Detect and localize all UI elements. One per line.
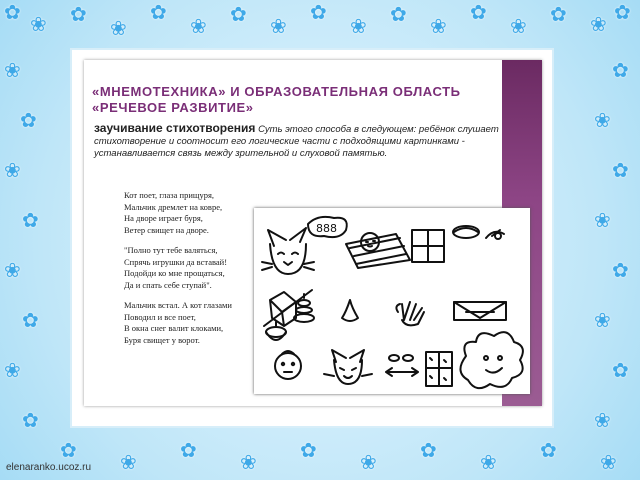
poem-line: Буря свищет у ворот. — [124, 334, 200, 345]
flower-icon: ✿ — [420, 438, 437, 462]
flower-icon: ❀ — [600, 450, 617, 474]
flower-icon: ✿ — [22, 208, 39, 232]
flower-icon: ❀ — [240, 450, 257, 474]
flower-icon: ❀ — [110, 16, 127, 40]
poem-line: Подойди ко мне прощаться, — [124, 268, 225, 278]
cat-face-icon — [262, 228, 314, 274]
flower-icon: ✿ — [612, 58, 629, 82]
envelope-icon — [454, 302, 506, 320]
flower-icon: ❀ — [594, 108, 611, 132]
blizzard-face-icon — [460, 332, 522, 388]
flower-icon: ✿ — [150, 0, 167, 24]
flower-icon: ❀ — [590, 12, 607, 36]
flower-icon: ❀ — [594, 308, 611, 332]
mnemonic-sketch-image — [254, 208, 530, 394]
flower-icon: ❀ — [594, 408, 611, 432]
flower-icon: ❀ — [594, 208, 611, 232]
slide-subtitle — [94, 122, 504, 160]
flower-icon: ✿ — [22, 408, 39, 432]
site-watermark: elenaranko.ucoz.ru — [6, 462, 92, 473]
flower-icon: ❀ — [4, 258, 21, 282]
flower-icon: ❀ — [510, 14, 527, 38]
notes-label: 888 — [316, 222, 337, 235]
flower-icon: ✿ — [612, 358, 629, 382]
poem-line: В окна снег валит клоками, — [124, 323, 224, 333]
window-snow-icon — [426, 352, 452, 386]
poem-line: Ветер свищет на дворе. — [124, 224, 209, 235]
flower-icon: ✿ — [614, 0, 631, 24]
subtitle-heading: заучивание стихотворения — [94, 121, 256, 135]
flower-icon: ✿ — [70, 2, 87, 26]
poem-line: Кот поет, глаза прищуря, — [124, 190, 214, 200]
poem-line: "Полно тут тебе валяться, — [124, 245, 218, 255]
poem-line: Мальчик встал. А кот глазами — [124, 300, 232, 310]
nose-icon — [342, 300, 358, 321]
flower-icon: ✿ — [20, 108, 37, 132]
flower-icon: ❀ — [430, 14, 447, 38]
flower-icon: ✿ — [180, 438, 197, 462]
flower-icon: ✿ — [300, 438, 317, 462]
poem-line: Спрячь игрушки да вставай! — [124, 256, 228, 267]
eyes-arrows-icon — [386, 355, 418, 376]
flower-icon: ✿ — [230, 2, 247, 26]
flower-icon: ✿ — [22, 308, 39, 332]
flower-icon: ✿ — [550, 2, 567, 26]
flower-icon: ❀ — [30, 12, 47, 36]
waving-hand-icon — [396, 302, 424, 325]
boy-face-icon — [275, 351, 301, 379]
boy-on-rug-icon — [346, 233, 410, 268]
flower-icon: ❀ — [120, 450, 137, 474]
flower-icon: ❀ — [4, 358, 21, 382]
poem-line: Мальчик дремлет на ковре, — [124, 201, 223, 212]
flower-icon: ❀ — [190, 14, 207, 38]
cat-singing-icon — [324, 350, 372, 384]
flower-icon: ✿ — [4, 0, 21, 24]
flower-icon: ✿ — [612, 258, 629, 282]
flower-icon: ✿ — [310, 0, 327, 24]
flower-icon: ✿ — [612, 158, 629, 182]
music-notes-icon — [308, 217, 347, 237]
slide-title: «МНЕМОТЕХНИКА» И ОБРАЗОВАТЕЛЬНАЯ ОБЛАСТЬ «РЕЧЕВОЕ РАЗВИТИЕ» — [92, 84, 461, 115]
subtitle-description: Суть этого способа в следующем: ребёнок слушает стихотворение и соотносит его логические части с подходящими картинками - устанавливается связь между зрительной и слуховой памятью. — [94, 124, 499, 159]
poem-line: Да и спать себе ступай". — [124, 279, 212, 290]
flower-icon: ❀ — [480, 450, 497, 474]
flower-icon: ❀ — [4, 158, 21, 182]
flower-icon: ✿ — [390, 2, 407, 26]
flower-icon: ❀ — [360, 450, 377, 474]
window-icon — [412, 230, 444, 262]
flower-icon: ❀ — [270, 14, 287, 38]
flower-icon: ✿ — [470, 0, 487, 24]
flower-icon: ✿ — [60, 438, 77, 462]
flower-icon: ❀ — [4, 58, 21, 82]
poem-line: На дворе играет буря, — [124, 213, 203, 223]
flower-icon: ✿ — [540, 438, 557, 462]
poem-line: Поводил и все поет, — [124, 311, 196, 322]
snow-storm-icon — [453, 226, 504, 239]
flower-icon: ❀ — [350, 14, 367, 38]
